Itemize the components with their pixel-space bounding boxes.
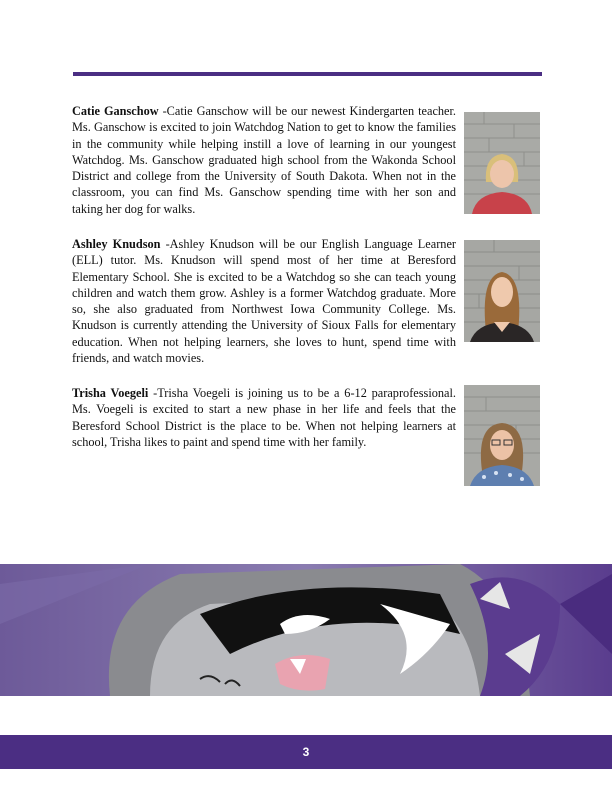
watchdog-mascot-banner xyxy=(0,564,612,696)
bio-name: Trisha Voegeli xyxy=(72,386,149,400)
portrait-trisha-voegeli xyxy=(464,385,540,486)
bio-name: Catie Ganschow xyxy=(72,104,159,118)
bio-text: -Catie Ganschow will be our newest Kindergarten teacher. Ms. Ganschow is excited to join Watchdog Nation to get to know the families in the community while helping instill a love of learning in our youngest Watchdog. Ms. Ganschow graduated high school from the Wakonda School District and college from the University of South Dakota. When not in the classroom, you can find Ms. Ganschow spending time with her son and taking her dog for walks. xyxy=(72,104,456,216)
portrait-ashley-knudson xyxy=(464,240,540,342)
bio-name: Ashley Knudson xyxy=(72,237,161,251)
bio-text: -Ashley Knudson will be our English Language Learner (ELL) tutor. Ms. Knudson will spend most of her time at Beresford Elementary School. She is excited to be a Watchdog so she can teach young children and watch them grow. Ashley is a former Watchdog graduate. More so, she also graduated from Northwest Iowa Community College. Ms. Knudson is currently attending the University of Sioux Falls for elementary education. When not helping learners, she loves to hunt, spend time with friends, and watch movies. xyxy=(72,237,456,366)
bio-text: -Trisha Voegeli is joining us to be a 6-12 paraprofessional. Ms. Voegeli is excited to start a new phase in her life and feels that the Beresford School District is the place to be. When not helping learners at school, Trisha likes to paint and spend time with her family. xyxy=(72,386,456,449)
top-divider xyxy=(73,72,542,76)
portrait-catie-ganschow xyxy=(464,112,540,214)
bio-ashley-knudson xyxy=(72,236,456,366)
bio-catie-ganschow xyxy=(72,103,456,217)
bio-trisha-voegeli xyxy=(72,385,456,450)
page-number: 3 xyxy=(302,745,310,759)
